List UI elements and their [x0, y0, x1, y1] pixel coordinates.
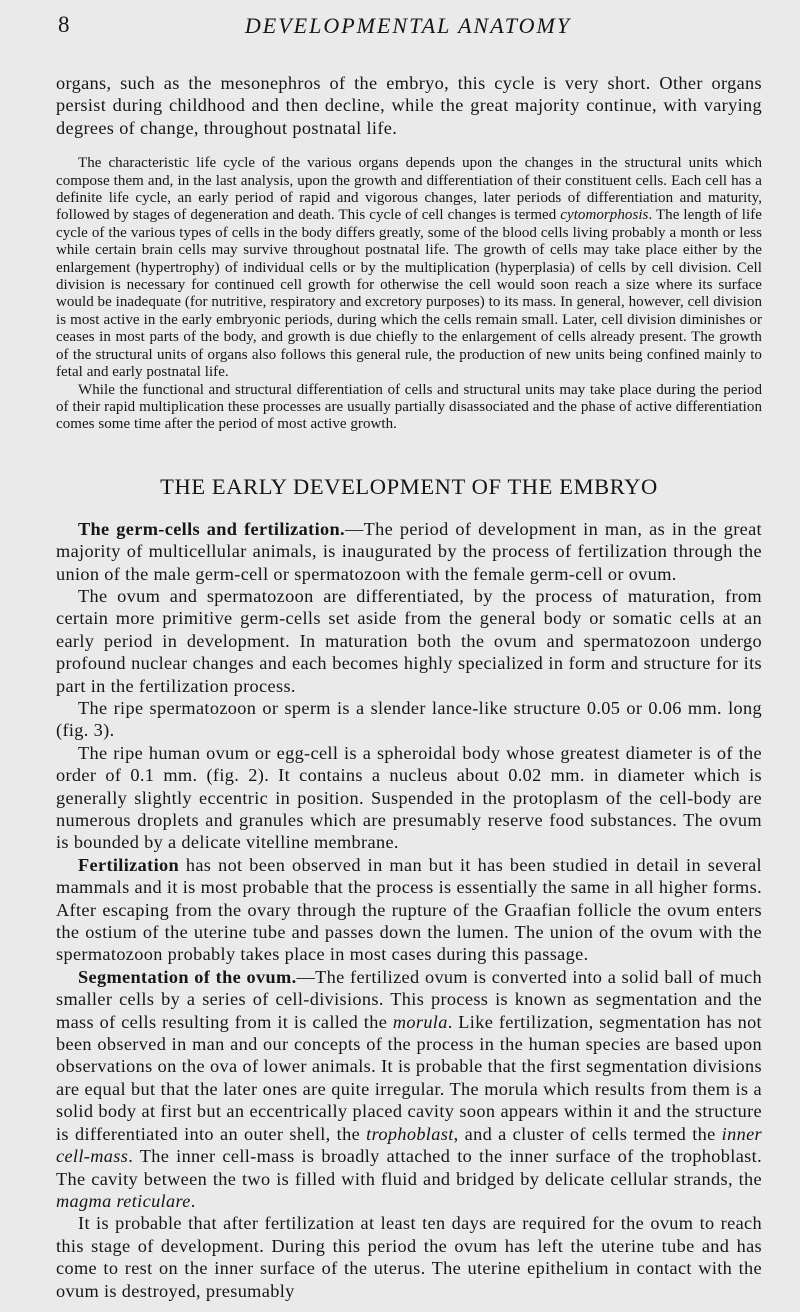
runin-heading: Segmentation of the ovum. [78, 966, 297, 987]
text-run: The characteristic life cycle of the various organs depends upon the changes in the structural units which compose them and, in the last analysis, upon the growth and differentiation of their constituent cells. Each cell has a definite life cycle, an early period of rapid and vigorous changes, later periods of differentiation and maturity, followed by stages of degeneration and death. This cycle of cell changes is termed [56, 155, 762, 224]
runin-heading: The germ-cells and fertilization. [78, 518, 345, 539]
paragraph-germ-cells [56, 518, 762, 585]
term-inner-cell-mass: inner cell-mass [56, 1123, 762, 1167]
text-run: . The inner cell-mass is broadly attached to the inner surface of the trophoblast. The cavity between the two is filled with fluid and bridged by delicate cellular strands, the [56, 1146, 762, 1189]
text-run: has not been observed in man but it has been studied in detail in several mammals and it is most probable that the process is essentially the same in all higher forms. After escaping from the ovary through the rupture of the Graafian follicle the ovum enters the ostium of the uterine tube and passes down the lumen. The union of the ovum with the spermatozoon probably takes place in most cases during this passage. [56, 854, 762, 965]
term-cytomorphosis: cytomorphosis [560, 207, 649, 224]
text-run: . [190, 1190, 196, 1211]
paragraph-spermatozoon: The ripe spermatozoon or sperm is a slender lance-like structure 0.05 or 0.06 mm. long (fig. 3). [56, 697, 762, 741]
text-run: . Like fertilization, segmentation has not been observed in man and our concepts of the process in the human species are based upon observations on the ova of lower animals. It is probable that the first segmentation divisions are equal but that the later ones are quite irregular. The morula which results from them is a solid body at first but an eccentrically placed cavity soon appears within it and the structure is differentiated into an outer shell, the [56, 1011, 762, 1144]
term-trophoblast: trophoblast [366, 1123, 454, 1144]
text-run: , and a cluster of cells termed the [453, 1123, 722, 1144]
runin-heading: Fertilization [78, 854, 179, 875]
paragraph-uterus: It is probable that after fertilization at least ten days are required for the ovum to reach this stage of development. During this period the ovum has left the uterine tube and has come to rest on the inner surface of the uterus. The uterine epithelium in contact with the ovum is destroyed, presumably [56, 1213, 762, 1301]
running-head: DEVELOPMENTAL ANATOMY [244, 13, 572, 38]
small-print-paragraph: While the functional and structural differentiation of cells and structural units may take place during the period of their rapid multiplication these processes are usually partially disassociated and the phase of active differentiation comes some time after the period of most active growth. [56, 381, 762, 433]
paragraph-maturation: The ovum and spermatozoon are differentiated, by the process of maturation, from certain more primitive germ-cells set aside from the general body or somatic cells at an early period in development. In maturation both the ovum and spermatozoon undergo profound nuclear changes and each becomes highly specialized in form and structure for its part in the fertilization process. [56, 585, 762, 696]
page-header [56, 12, 760, 52]
small-print-paragraph [56, 155, 762, 381]
paragraph-segmentation [56, 966, 762, 1212]
term-morula: morula [392, 1011, 448, 1032]
text-run: —The fertilized ovum is converted into a solid ball of much smaller cells by a series of cell-divisions. This process is known as segmentation and the mass of cells resulting from it is called the [56, 966, 762, 1032]
section-heading: THE EARLY DEVELOPMENT OF THE EMBRYO [160, 473, 658, 499]
paragraph-fertilization [56, 854, 762, 966]
body-text [56, 72, 762, 1302]
term-magma-reticulare: magma reticulare [56, 1190, 191, 1211]
intro-paragraph: organs, such as the mesonephros of the embryo, this cycle is very short. Other organs persist during childhood and then decline, while the great majority continue, with varying degrees of change, throughout postnatal life. [56, 73, 762, 138]
text-run: . The length of life cycle of the various types of cells in the body differs greatly, some of the blood cells living probably a month or less while certain brain cells may survive throughout postnatal life. The growth of cells may take place either by the enlargement (hypertrophy) of individual cells or by the multiplication (hyperplasia) of cells by cell division. Cell division is necessary for continued cell growth for otherwise the cell would soon reach a size where its surface would be inadequate (for nutritive, respiratory and excretory purposes) to its mass. In general, however, cell division is most active in the early embryonic periods, during which the cells remain small. Later, cell division diminishes or ceases in most parts of the body, and growth is due chiefly to the enlargement of cells already present. The growth of the structural units of organs also follows this general rule, the production of new units being confined mainly to fetal and early postnatal life. [56, 207, 762, 381]
page-number: 8 [58, 12, 70, 37]
paragraph-ovum: The ripe human ovum or egg-cell is a spheroidal body whose greatest diameter is of the order of 0.1 mm. (fig. 2). It contains a nucleus about 0.02 mm. in diameter which is generally slightly eccentric in position. Suspended in the protoplasm of the cell-body are numerous droplets and granules which are presumably reserve food substances. The ovum is bounded by a delicate vitelline membrane. [56, 742, 762, 853]
text-run: —The period of development in man, as in the great majority of multicellular animals, is inaugurated by the process of fertilization through the union of the male germ-cell or spermatozoon with the female germ-cell or ovum. [56, 518, 762, 584]
